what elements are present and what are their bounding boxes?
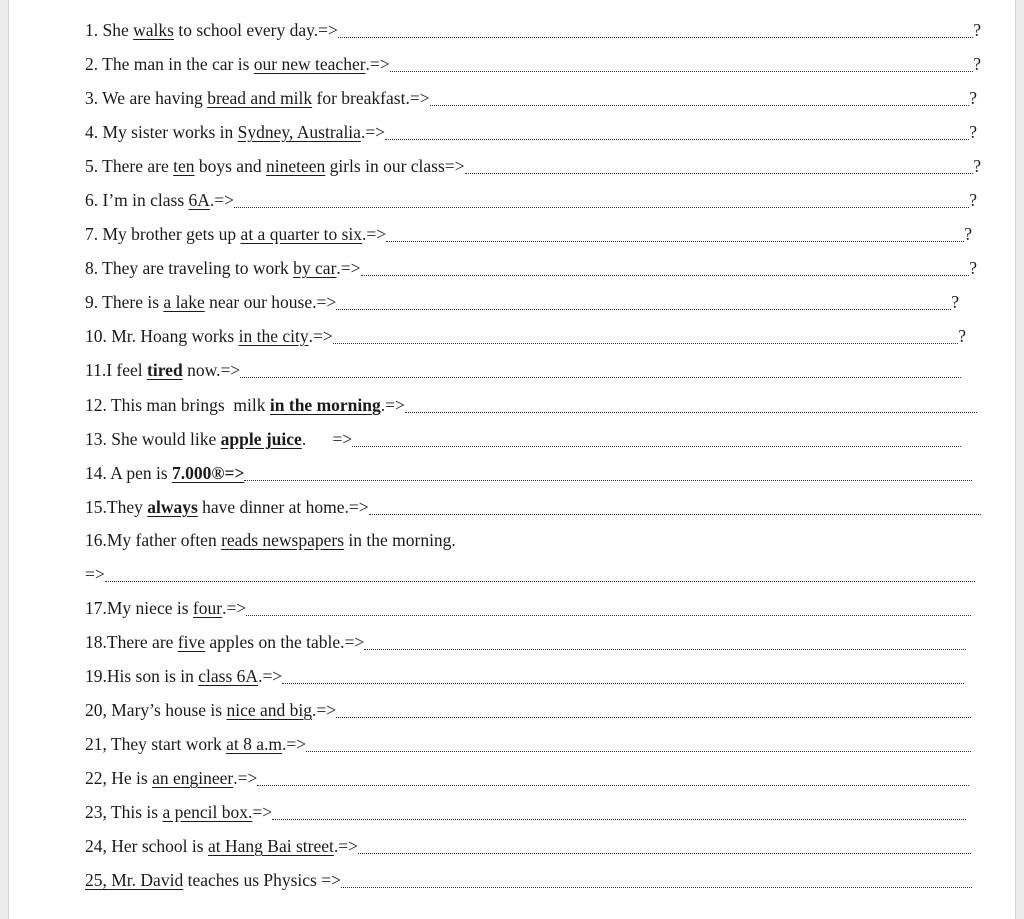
sentence-text: .=> [311,700,337,720]
sentence-text: now.=> [182,360,241,380]
sentence-text: 18.There are [85,632,178,652]
underlined-phrase: at Hang Bai street [207,836,334,856]
sentence-text: .=> [282,734,307,754]
sentence-text: 9. There is [85,292,164,312]
underlined-phrase: at 8 a.m [226,734,283,754]
sentence-text: .=> [362,224,387,244]
underlined-phrase: always [147,497,198,517]
sentence-text: in the morning. [344,530,456,550]
underlined-phrase: five [177,632,206,652]
sentence-text: 17.My niece is [85,598,193,618]
underlined-phrase: nice and big [226,700,312,720]
question-mark: ? [964,224,972,244]
answer-blank [341,870,972,888]
exercise-item [85,86,977,110]
sentence-text: 16.My father often [85,530,222,550]
exercise-item [85,393,977,417]
underlined-phrase: 25, Mr. David [85,870,184,890]
question-mark: ? [973,156,981,176]
answer-blank [385,122,969,140]
exercise-item [85,562,975,586]
answer-blank [358,836,971,854]
question-mark: ? [969,190,977,210]
underlined-phrase: in the city [238,326,309,346]
sentence-text: 2. The man in the car is [85,54,254,74]
sentence-text: to school every day.=> [173,20,338,40]
answer-blank [282,666,964,684]
underlined-phrase: Sydney, Australia [237,122,361,142]
exercise-item [85,358,961,382]
sentence-text: .=> [209,190,235,210]
sentence-text: 13. She would like [85,429,221,449]
underlined-phrase: a pencil box. [162,802,253,822]
answer-blank [336,700,971,718]
sentence-text: 7. My brother gets up [85,224,241,244]
sentence-text: for breakfast.=> [312,88,430,108]
exercise-item [85,834,971,858]
exercise-item [85,154,981,178]
underlined-phrase: nineteen [265,156,326,176]
exercise-item [85,868,972,892]
answer-blank [390,54,974,72]
sentence-text: .=> [222,598,247,618]
sentence-text: .=> [258,666,283,686]
question-mark: ? [951,292,959,312]
exercise-item [85,188,977,212]
exercise-item [85,800,966,824]
answer-blank [306,734,971,752]
exercise-item [85,120,977,144]
sentence-text: .=> [233,768,258,788]
answer-blank [246,598,971,616]
sentence-text: 24, Her school is [85,836,208,856]
answer-blank [257,768,969,786]
exercise-item [85,324,966,348]
sentence-text: .=> [333,836,358,856]
sentence-text: 23, This is [85,802,163,822]
answer-blank [336,292,951,310]
underlined-phrase: 7.000®=> [172,463,245,483]
exercise-item [85,528,456,552]
sentence-text: 5. There are [85,156,174,176]
underlined-phrase: four [192,598,223,618]
exercise-item [85,427,961,451]
question-mark: ? [969,122,977,142]
underlined-phrase: in the morning [269,395,381,415]
answer-blank [333,326,959,344]
answer-blank [386,224,964,242]
answer-blank [405,395,977,413]
document-page [8,0,1016,919]
sentence-text: 11.I feel [85,360,148,380]
sentence-text: 10. Mr. Hoang works [85,326,239,346]
sentence-text: near our house.=> [204,292,337,312]
answer-blank [105,564,975,582]
underlined-phrase: an engineer [152,768,234,788]
question-mark: ? [969,258,977,278]
sentence-text: 21, They start work [85,734,227,754]
sentence-text: => [85,564,105,584]
answer-blank [244,463,972,481]
answer-blank [240,360,961,378]
exercise-item [85,256,977,280]
sentence-text: . => [301,429,353,449]
underlined-phrase: reads newspapers [221,530,345,550]
sentence-text: 15.They [85,497,148,517]
exercise-item [85,664,964,688]
sentence-text: 14. A pen is [85,463,173,483]
exercise-item [85,18,981,42]
sentence-text: => [252,802,273,822]
answer-blank [272,802,966,820]
sentence-text: 20, Mary’s house is [85,700,227,720]
exercise-item [85,698,971,722]
sentence-text: teaches us Physics => [183,870,341,890]
answer-blank [465,156,974,174]
exercise-item [85,290,959,314]
exercise-item [85,461,972,485]
sentence-text: apples on the table.=> [205,632,365,652]
exercise-item [85,596,971,620]
underlined-phrase: at a quarter to six [240,224,363,244]
sentence-text: .=> [360,122,386,142]
underlined-phrase: class 6A [198,666,259,686]
sentence-text: .=> [365,54,390,74]
underlined-phrase: a lake [163,292,205,312]
exercise-item [85,52,981,76]
underlined-phrase: bread and milk [207,88,313,108]
sentence-text: 12. This man brings milk [85,395,270,415]
sentence-text: 6. I’m in class [85,190,189,210]
sentence-text: .=> [380,395,405,415]
answer-blank [369,497,981,515]
underlined-phrase: apple juice [220,429,302,449]
question-mark: ? [958,326,966,346]
sentence-text: boys and [194,156,266,176]
answer-blank [361,258,970,276]
underlined-phrase: by car [293,258,337,278]
answer-blank [338,20,973,38]
sentence-text: 4. My sister works in [85,122,238,142]
exercise-item [85,222,972,246]
underlined-phrase: tired [147,360,183,380]
sentence-text: .=> [336,258,361,278]
answer-blank [234,190,969,208]
answer-blank [430,88,970,106]
sentence-text: 19.His son is in [85,666,199,686]
underlined-phrase: 6A [188,190,210,210]
exercise-item [85,766,969,790]
underlined-phrase: walks [133,20,174,40]
answer-blank [364,632,966,650]
sentence-text: 1. She [85,20,134,40]
sentence-text: 3. We are having [85,88,208,108]
sentence-text: .=> [308,326,333,346]
underlined-phrase: our new teacher [253,54,366,74]
exercise-item [85,495,981,519]
answer-blank [352,429,961,447]
exercise-item [85,630,966,654]
sentence-text: 8. They are traveling to work [85,258,294,278]
exercise-item [85,732,971,756]
sentence-text: have dinner at home.=> [197,497,369,517]
sentence-text: 22, He is [85,768,153,788]
sentence-text: girls in our class=> [325,156,465,176]
question-mark: ? [969,88,977,108]
question-mark: ? [973,54,981,74]
question-mark: ? [973,20,981,40]
underlined-phrase: ten [173,156,195,176]
